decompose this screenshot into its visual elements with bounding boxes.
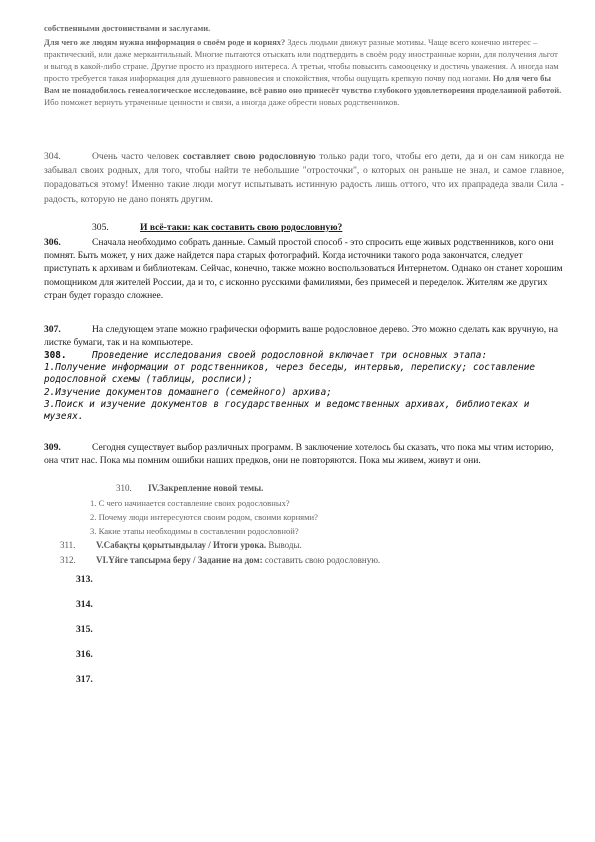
heading-305: [92, 221, 562, 234]
section-310: [116, 482, 556, 495]
paragraph-motives-end: Ибо поможет вернуть утраченные ценности и связи, а иногда даже обрести новых родственников.: [44, 97, 400, 107]
section-310-title: IV.Закрепление новой темы.: [148, 483, 264, 493]
stage-item: 3.Поиск и изучение документов в государственных и ведомственных архивах, библиотеках и музеях.: [44, 398, 530, 423]
section-311: 311. V.Сабақты қорытындылау / Итоги урока. Выводы.: [60, 539, 560, 552]
paragraph-motives: [44, 36, 564, 108]
top-bold-line: собственными достоинствами и заслугами.: [44, 23, 211, 33]
paragraph-308-intro: Проведение исследования своей родословной включает три основных этапа:: [92, 350, 488, 361]
paragraph-number: 312.: [60, 555, 76, 565]
paragraph-number: 311.: [60, 540, 76, 550]
blank-number: 315.: [76, 624, 93, 635]
blank-number: 317.: [76, 674, 93, 685]
paragraph-number: 309.: [44, 442, 61, 453]
blank-number: 316.: [76, 649, 93, 660]
stage-item: 2.Изучение документов домашнего (семейного) архива;: [44, 386, 332, 398]
paragraph-number: 308.: [44, 350, 67, 361]
paragraph-motives-question: Для чего же людям нужна информация о своём роде и корнях?: [44, 37, 286, 47]
paragraph-306: 306. Сначала необходимо собрать данные. Самый простой способ - это спросить еще живых родственников, кого они помнят. Быть может, у них даже найдется пара старых фотографий. Когда источники такого рода закончатся, следует приступать к архивам и библиотекам. Сейчас, конечно, также можно воспользоваться Интернетом. Однако он станет хорошим помощником для жителей России, да и то, с исконно русскими фамилиями, без примесей и переделок. Жителям же других стран будет гораздо сложнее.: [44, 237, 563, 301]
blank-number: 313.: [76, 574, 93, 585]
paragraph-number: 306.: [44, 237, 61, 248]
paragraph-308: [44, 350, 564, 423]
paragraph-number: 305.: [92, 222, 109, 233]
section-312: 312. VI.Үйге тапсырма беру / Задание на дом: составить свою родословную.: [60, 554, 560, 567]
paragraph-motives-bold: Но для чего бы Вам не понадобилось генеалогическое исследование, всё равно оно принесёт чувство глубокого удовлетворения проделанной работой.: [44, 73, 562, 95]
question-item: 2. Почему люди интересуются своим родом, своими корнями?: [90, 512, 318, 522]
heading-305-text: И всё-таки: как составить свою родословную?: [140, 222, 343, 233]
paragraph-304: 304. Очень часто человек составляет свою родословную только ради того, чтобы его дети, да и он сам никогда не забывал своих родных, для того, чтобы найти те небольшие "отросточки", о которых он раньше не знал, и самое главное, порадоваться этому! Именно такие люди могут испытывать истинную радость лишь оттого, что их прапрадеда звали Сила - радость, которую не дано понять другим.: [44, 151, 565, 205]
paragraph-number: 310.: [116, 483, 132, 493]
blank-number: 314.: [76, 599, 93, 610]
paragraph-307: 307. На следующем этапе можно графически оформить ваше родословное дерево. Это можно сделать как вручную, на листке бумаги, так и на компьютере.: [44, 324, 558, 349]
question-item: 1. С чего начинается составление своих родословных?: [90, 498, 290, 508]
stage-item: 1.Получение информации от родственников, через беседы, интервью, переписку; составление родословной схемы (таблицы, росписи);: [44, 362, 536, 386]
paragraph-309: 309. Сегодня существует выбор различных программ. В заключение хотелось бы сказать, что пока мы чтим историю, она чтит нас. Пока мы помним ошибки наших предков, они не повторяются. Пока мы живем, живут и они.: [44, 442, 554, 467]
question-item: 3. Какие этапы необходимы в составлении родословной?: [90, 526, 299, 536]
paragraph-number: 307.: [44, 324, 61, 335]
paragraph-number: 304.: [44, 151, 61, 162]
paragraph-motives-body: Здесь людьми движут разные мотивы. Чаще всего конечно интерес – практический, или даже меркантильный. Многие пытаются отыскать или подтвердить в своём роду иностранные корни, для получения льгот и выгод в какой-либо стране. Другие просто из праздного интереса. А третьи, чтобы повысить самооценку и достичь уважения. А иногда нам просто требуется такая информация для душевного равновесия и спокойствия, чтобы ощущать крепкую почву под ногами.: [44, 37, 559, 83]
